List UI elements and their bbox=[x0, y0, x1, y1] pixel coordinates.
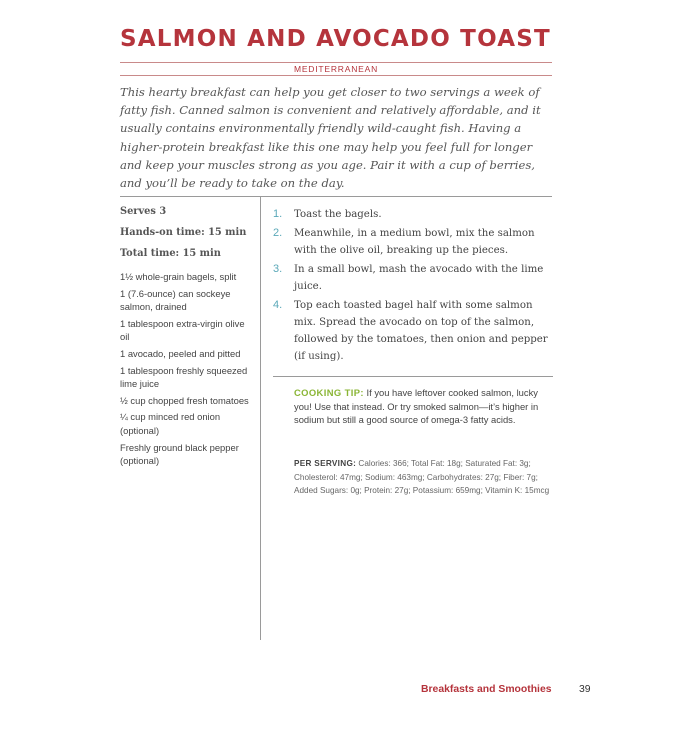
tip-divider bbox=[273, 376, 553, 377]
page-number: 39 bbox=[579, 684, 591, 695]
recipe-category: MEDITERRANEAN bbox=[293, 63, 379, 74]
category-rule-bottom bbox=[120, 75, 552, 76]
per-serving-label: PER SERVING: bbox=[294, 459, 357, 468]
step-text: In a small bowl, mash the avocado with the lime juice. bbox=[294, 263, 544, 292]
ingredient-item: ½ cup chopped fresh tomatoes bbox=[120, 394, 249, 406]
step-text: Top each toasted bagel half with some salmon mix. Spread the avocado on top of the salmon, followed by the tomatoes, then onion and pepper (if using). bbox=[294, 299, 548, 363]
step-item bbox=[273, 206, 555, 223]
cooking-tip-label: COOKING TIP: bbox=[294, 387, 364, 398]
recipe-title: SALMON AND AVOCADO TOAST bbox=[120, 26, 551, 52]
steps-list bbox=[273, 206, 555, 367]
ingredient-item: 1 avocado, peeled and pitted bbox=[120, 347, 241, 359]
ingredient-item: 1½ whole-grain bagels, split bbox=[120, 271, 237, 282]
step-item bbox=[273, 225, 555, 259]
ingredient-item: Freshly ground black pepper (optional) bbox=[120, 441, 239, 467]
ingredient-item: 1 tablespoon extra-virgin olive oil bbox=[120, 317, 245, 343]
cooking-tip bbox=[294, 386, 544, 427]
hands-on-time: Hands-on time: 15 min bbox=[120, 227, 247, 238]
total-time: Total time: 15 min bbox=[120, 248, 221, 259]
ingredient-item: 1 (7.6-ounce) can sockeye salmon, drained bbox=[120, 287, 231, 313]
step-text: Toast the bagels. bbox=[294, 209, 382, 220]
column-divider bbox=[260, 197, 261, 640]
step-text: Meanwhile, in a medium bowl, mix the salmon with the olive oil, breaking up the pieces. bbox=[294, 227, 535, 256]
footer-section-title: Breakfasts and Smoothies bbox=[421, 684, 552, 695]
serves: Serves 3 bbox=[120, 206, 167, 217]
step-number: 4. bbox=[273, 298, 283, 311]
ingredient-item: 1 tablespoon freshly squeezed lime juice bbox=[120, 364, 248, 390]
step-item bbox=[273, 261, 555, 295]
nutrition-info bbox=[294, 457, 552, 498]
ingredients-column bbox=[120, 205, 250, 471]
step-item bbox=[273, 297, 555, 366]
step-number: 2. bbox=[273, 226, 283, 239]
cooking-tip-text: If you have leftover cooked salmon, lucky you! Use that instead. Or try smoked salmon—it’s higher in sodium but still a good source of omega-3 fatty acids. bbox=[294, 387, 539, 426]
ingredient-item: ¼ cup minced red onion (optional) bbox=[120, 411, 221, 436]
per-serving-text: Calories: 366; Total Fat: 18g; Saturated Fat: 3g; Cholesterol: 47mg; Sodium: 463mg; Carbohydrates: 27g; Fiber: 7g; Added Sugars: 0g; Protein: 27g; Potassium: 659mg; Vitamin K: 15mcg bbox=[294, 459, 550, 496]
recipe-intro: This hearty breakfast can help you get closer to two servings a week of fatty fish. Canned salmon is convenient and relatively affordable, and it usually contains environmentally friendly wild-caught fish. Having a higher-protein breakfast like this one may help you feel full for longer and keep your muscles strong as you age. Pair it with a cup of berries, and you’ll be ready to take on the day. bbox=[120, 85, 541, 191]
step-number: 3. bbox=[273, 262, 283, 275]
ingredients-list bbox=[120, 270, 250, 468]
intro-divider bbox=[120, 196, 552, 197]
step-number: 1. bbox=[273, 208, 283, 220]
